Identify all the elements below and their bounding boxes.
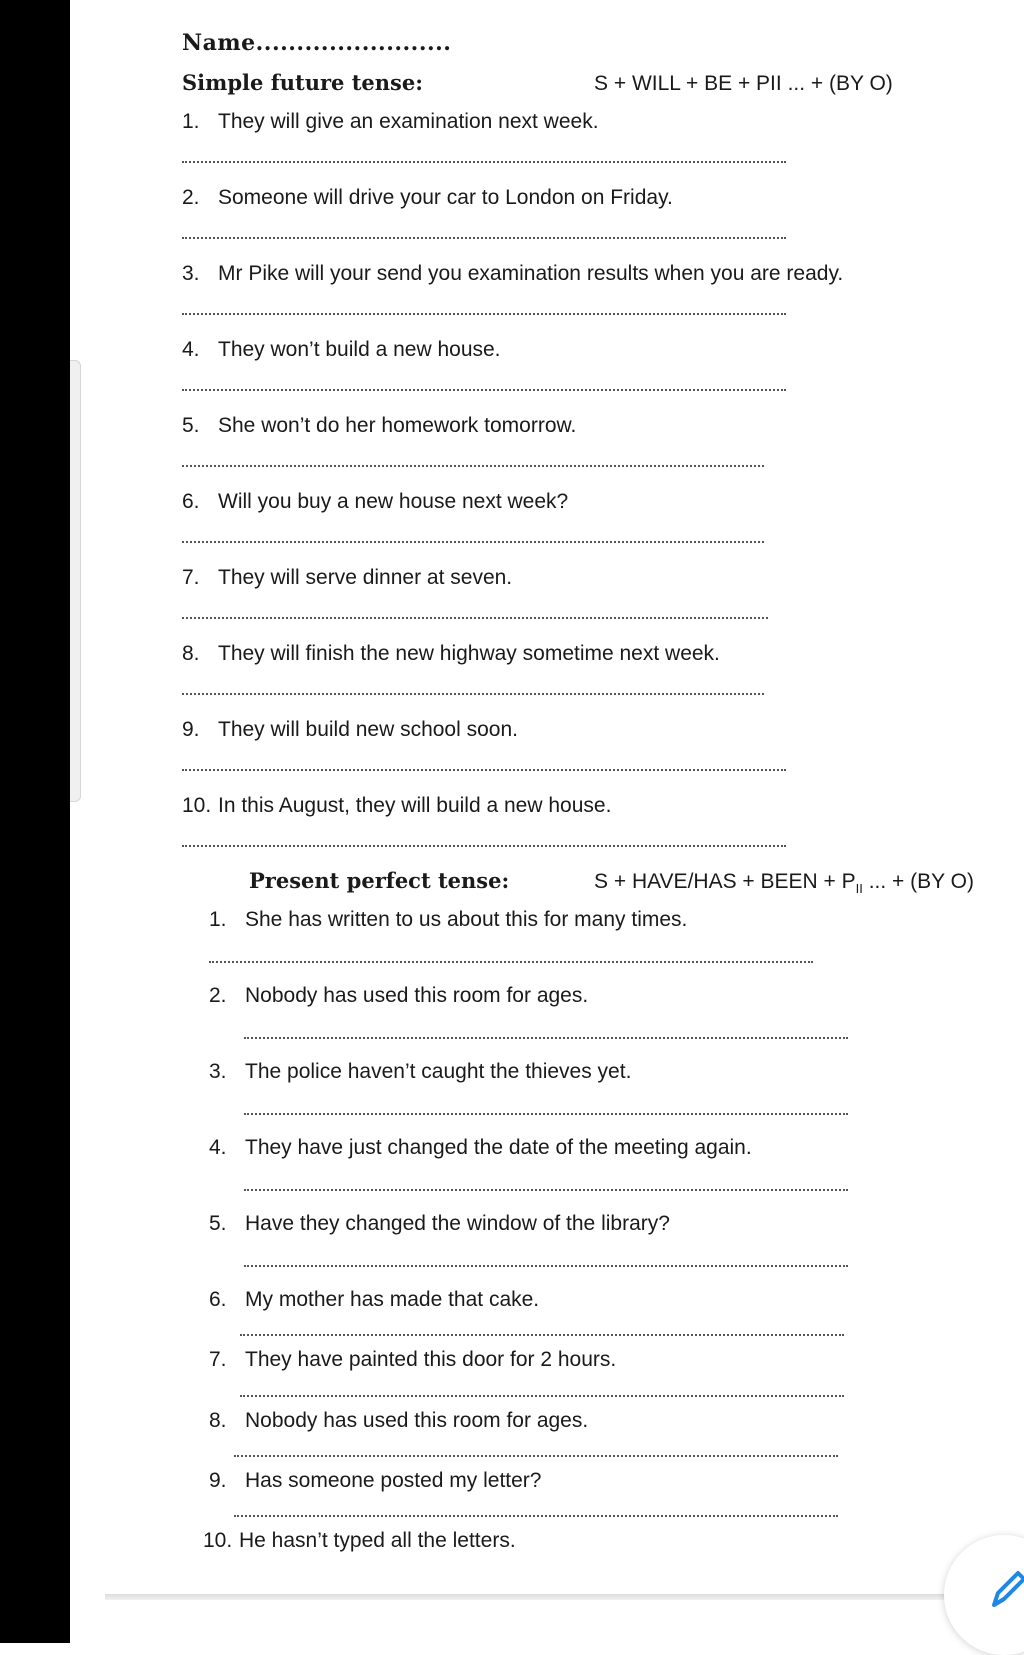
- left-dark-margin: [0, 0, 70, 1643]
- item-text: Has someone posted my letter?: [245, 1469, 542, 1492]
- list-item: [209, 1348, 616, 1372]
- item-text: They will serve dinner at seven.: [218, 566, 513, 589]
- item-number: 3.: [182, 262, 200, 285]
- list-item: [182, 262, 843, 286]
- item-number: 8.: [182, 642, 200, 665]
- simple-future-formula: S + WILL + BE + PII ... + (BY O): [594, 72, 893, 95]
- item-number: 1.: [209, 908, 227, 931]
- list-item: [182, 718, 518, 742]
- answer-line: [182, 541, 764, 543]
- item-text: She won’t do her homework tomorrow.: [218, 414, 577, 437]
- list-item: [209, 1409, 588, 1433]
- item-number: 2.: [182, 186, 200, 209]
- present-perfect-formula: [594, 870, 974, 896]
- formula-tail: ... + (BY O): [862, 870, 974, 893]
- answer-line: [244, 1265, 848, 1267]
- list-item: [182, 338, 501, 362]
- item-text: Mr Pike will your send you examination results when you are ready.: [218, 262, 844, 285]
- item-text: Will you buy a new house next week?: [218, 490, 569, 513]
- list-item: [182, 414, 576, 438]
- simple-future-title: Simple future tense:: [182, 70, 423, 95]
- answer-line: [209, 961, 813, 963]
- item-text: They will build new school soon.: [218, 718, 518, 741]
- formula-main: S + HAVE/HAS + BEEN + P: [594, 870, 856, 893]
- answer-line: [244, 1113, 848, 1115]
- item-text: Someone will drive your car to London on Friday.: [218, 186, 673, 209]
- name-field-line: [182, 30, 451, 56]
- item-text: They will give an examination next week.: [218, 110, 599, 133]
- item-text: My mother has made that cake.: [245, 1288, 540, 1311]
- list-item: [209, 1212, 670, 1236]
- list-item: [182, 186, 673, 210]
- list-item: [203, 1529, 516, 1553]
- formula-subscript: II: [855, 881, 863, 897]
- pencil-icon: [988, 1567, 1024, 1611]
- answer-line: [244, 1037, 848, 1039]
- list-item: [182, 110, 599, 134]
- item-number: 5.: [209, 1212, 227, 1235]
- item-number: 3.: [209, 1060, 227, 1083]
- list-item: [182, 490, 568, 514]
- item-number: 8.: [209, 1409, 227, 1432]
- answer-line: [244, 1189, 848, 1191]
- answer-line: [240, 1395, 844, 1397]
- answer-line: [234, 1455, 838, 1457]
- item-number: 6.: [209, 1288, 227, 1311]
- item-number: 9.: [182, 718, 200, 741]
- item-text: Have they changed the window of the library?: [245, 1212, 670, 1235]
- answer-line: [182, 769, 786, 771]
- list-item: [209, 984, 588, 1008]
- list-item: [209, 1288, 539, 1312]
- name-blank: ........................: [255, 30, 452, 56]
- answer-line: [182, 237, 786, 239]
- answer-line: [182, 617, 768, 619]
- answer-line: [182, 693, 764, 695]
- item-text: She has written to us about this for many times.: [245, 908, 688, 931]
- answer-line: [234, 1515, 838, 1517]
- answer-line: [182, 161, 786, 163]
- item-number: 9.: [209, 1469, 227, 1492]
- list-item: [182, 642, 720, 666]
- item-text: They won’t build a new house.: [218, 338, 501, 361]
- item-number: 7.: [209, 1348, 227, 1371]
- answer-line: [182, 845, 786, 847]
- answer-line: [182, 465, 764, 467]
- present-perfect-title: Present perfect tense:: [249, 868, 510, 893]
- item-number: 4.: [182, 338, 200, 361]
- item-number: 5.: [182, 414, 200, 437]
- viewer-background: [70, 1600, 1024, 1643]
- item-number: 1.: [182, 110, 200, 133]
- item-text: They will finish the new highway sometime next week.: [218, 642, 720, 665]
- list-item: [209, 1469, 541, 1493]
- answer-line: [182, 389, 786, 391]
- item-text: They have painted this door for 2 hours.: [245, 1348, 617, 1371]
- list-item: [209, 908, 687, 932]
- item-text: Nobody has used this room for ages.: [245, 1409, 589, 1432]
- item-text: The police haven’t caught the thieves yet.: [245, 1060, 632, 1083]
- name-label: Name: [182, 30, 256, 56]
- item-text: In this August, they will build a new house.: [218, 794, 612, 817]
- list-item: [209, 1136, 752, 1160]
- list-item: [182, 794, 611, 818]
- list-item: [209, 1060, 631, 1084]
- scrollbar-thumb[interactable]: [70, 360, 81, 802]
- item-text: They have just changed the date of the meeting again.: [245, 1136, 752, 1159]
- list-item: [182, 566, 512, 590]
- answer-line: [240, 1334, 844, 1336]
- item-number: 6.: [182, 490, 200, 513]
- item-number: 4.: [209, 1136, 227, 1159]
- answer-line: [182, 313, 786, 315]
- item-number: 10.: [182, 794, 212, 817]
- item-number: 2.: [209, 984, 227, 1007]
- item-text: Nobody has used this room for ages.: [245, 984, 589, 1007]
- item-number: 7.: [182, 566, 200, 589]
- item-number: 10.: [203, 1529, 233, 1552]
- item-text: He hasn’t typed all the letters.: [239, 1529, 516, 1552]
